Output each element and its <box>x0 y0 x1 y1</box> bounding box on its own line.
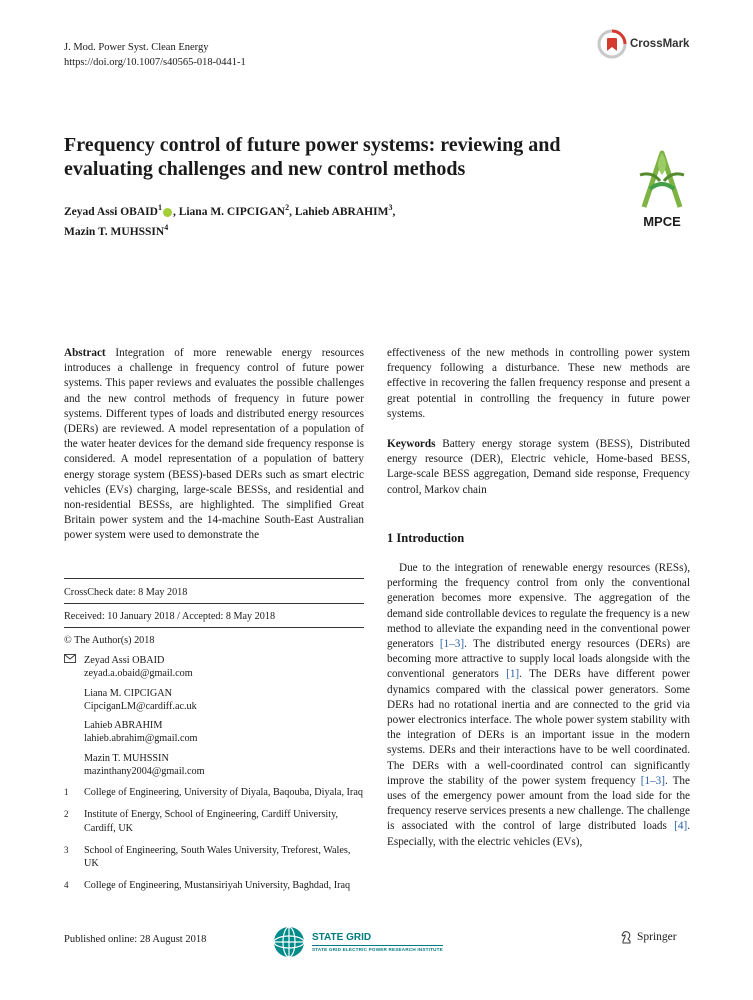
author-affil: 2 <box>285 203 290 212</box>
citation-link[interactable]: [1–3] <box>640 774 665 787</box>
affiliation-entry: 2 Institute of Energy, School of Engineering, Cardiff University, Cardiff, UK <box>64 809 339 834</box>
journal-name: J. Mod. Power Syst. Clean Energy <box>64 42 209 53</box>
citation-link[interactable]: [1–3] <box>439 638 465 651</box>
doi-link[interactable]: https://doi.org/10.1007/s40565-018-0441-1 <box>64 57 246 68</box>
footnote-rule <box>64 627 364 628</box>
mpce-label: MPCE <box>643 214 681 229</box>
published-online: Published online: 28 August 2018 <box>64 934 207 945</box>
author-affil: 4 <box>164 222 169 232</box>
author-affil: 1 <box>157 203 162 212</box>
footnote-rule <box>64 603 364 604</box>
affiliation-entry: 3 School of Engineering, South Wales University, Treforest, Wales, UK <box>64 844 351 870</box>
keywords-text: Battery energy storage system (BESS), Distributed energy resource (DER), Electric vehicle, Home-based BESS, Large-scale BESS aggregation, Demand side response, Frequency control, Markov chain <box>387 438 691 496</box>
contact-email[interactable]: zeyad.a.obaid@gmail.com <box>84 668 193 680</box>
contact-email[interactable]: CipciganLM@cardiff.ac.uk <box>84 700 197 712</box>
author-name[interactable]: Lahieb ABRAHIM <box>294 205 389 218</box>
footnote-rule <box>64 578 364 579</box>
contact-name: Lahieb ABRAHIM <box>84 720 163 732</box>
contact-name: Mazin T. MUHSSIN <box>84 752 169 764</box>
affiliation-entry: 1 College of Engineering, University of Diyala, Baqouba, Diyala, Iraq <box>64 787 363 798</box>
crossmark-label: CrossMark <box>630 38 690 50</box>
abstract-text: Integration of more renewable energy resources introduces a challenge in frequency control of future power systems. This paper reviews and evaluates the possible challenges and the new control methods of frequency in future power systems. Different types of loads and distributed energy resources (DERs) are reviewed. A model representation of a population of the water heater devices for the demand side frequency response is considered. A model representation of a population of battery energy storage system (BESS)-based DERs such as smart electric vehicles (EVs) charging, large-scale BESSs, and residential and non-residential BESSs, are highlighted. The simplified Great Britain power system and the 14-machine South-East Australian power system were used to demonstrate the <box>64 347 364 542</box>
author-affil: 3 <box>388 203 393 212</box>
author-list: Zeyad Assi OBAID$^1$ , Liana M. CIPCIGAN$^2$, Lahieb ABRAHIM$^3$, Mazin T. MUHSSIN$^4$ <box>64 203 396 238</box>
abstract-continued: effectiveness of the new methods in controlling power system frequency following a disturbance. These new methods are effective in recovering the fallen frequency response and present a great potential in controlling the frequency in future power systems. <box>387 347 690 420</box>
author-name[interactable]: Zeyad Assi OBAID <box>64 205 158 218</box>
globe-icon <box>272 925 306 959</box>
contact-email[interactable]: mazinthany2004@gmail.com <box>84 766 205 778</box>
keywords-label: Keywords <box>387 438 436 450</box>
mpce-logo <box>632 145 692 229</box>
state-grid-logo <box>272 925 443 959</box>
contact-entry <box>64 719 364 746</box>
contact-entry <box>64 687 364 714</box>
springer-logo <box>620 930 677 944</box>
affiliation-entry: 4 College of Engineering, Mustansiriyah University, Baghdad, Iraq <box>64 880 351 892</box>
crossmark-icon <box>597 29 627 59</box>
author-name[interactable]: Mazin T. MUHSSIN <box>64 225 165 238</box>
contact-entry <box>64 654 364 681</box>
section-heading-introduction: 1 Introduction <box>387 531 465 545</box>
intro-paragraph: Due to the integration of renewable energy resources (RESs), performing the frequency control from only the conventional generation becomes more expensive. The aggregation of the demand side controllable devices to regulate the frequency is a new method to alleviate the expanding need in the conventional power generators [1–3]. The distributed energy resources (DERs) are becoming more attractive to supply local loads alongside with the conventional generators [1]. The DERs have different power dynamics compared with the classical power generators. Some DERs had no rotational inertia and are connected to the grid via power electronics interface. The whole power system stability with the integration of DERs is an important issue in the modern systems. DERs and their interactions have to be well coordinated. The DERs with a well-coordinated control can significantly improve the stability of the power system frequency [1–3]. The uses of the emergency power amount from the load side for the frequency reserve services presents a new challenge. The challenge is associated with the control of large distributed loads [4]. Especially, with the electric vehicles (EVs), <box>387 562 691 848</box>
author-name[interactable]: Liana M. CIPCIGAN <box>178 205 286 218</box>
state-grid-subtitle: STATE GRID ELECTRIC POWER RESEARCH INSTITUTE <box>312 947 443 952</box>
contact-list <box>64 654 364 778</box>
copyright: © The Author(s) 2018 <box>64 635 155 646</box>
chess-knight-icon <box>620 930 633 944</box>
affiliation-list <box>64 786 364 893</box>
orcid-icon[interactable] <box>163 208 172 217</box>
citation-link[interactable]: [4] <box>674 820 688 833</box>
paper-title: Frequency control of future power systems: reviewing and evaluating challenges and new control methods <box>64 134 561 180</box>
journal-header <box>64 40 246 70</box>
springer-name: Springer <box>637 931 677 943</box>
mpce-emblem-icon <box>632 145 692 211</box>
contact-name: Zeyad Assi OBAID <box>84 655 165 666</box>
state-grid-name: STATE GRID <box>312 932 372 943</box>
received-accepted: Received: 10 January 2018 / Accepted: 8 May 2018 <box>64 611 276 622</box>
crossmark-badge[interactable] <box>597 29 689 59</box>
envelope-icon <box>64 654 84 681</box>
contact-name: Liana M. CIPCIGAN <box>84 687 173 699</box>
contact-email[interactable]: lahieb.abrahim@gmail.com <box>84 733 198 745</box>
citation-link[interactable]: [1] <box>506 668 520 681</box>
abstract-label: Abstract <box>64 347 106 359</box>
crosscheck-date: CrossCheck date: 8 May 2018 <box>64 587 188 598</box>
abstract <box>64 346 364 544</box>
contact-entry <box>64 752 364 779</box>
keywords <box>387 437 690 498</box>
